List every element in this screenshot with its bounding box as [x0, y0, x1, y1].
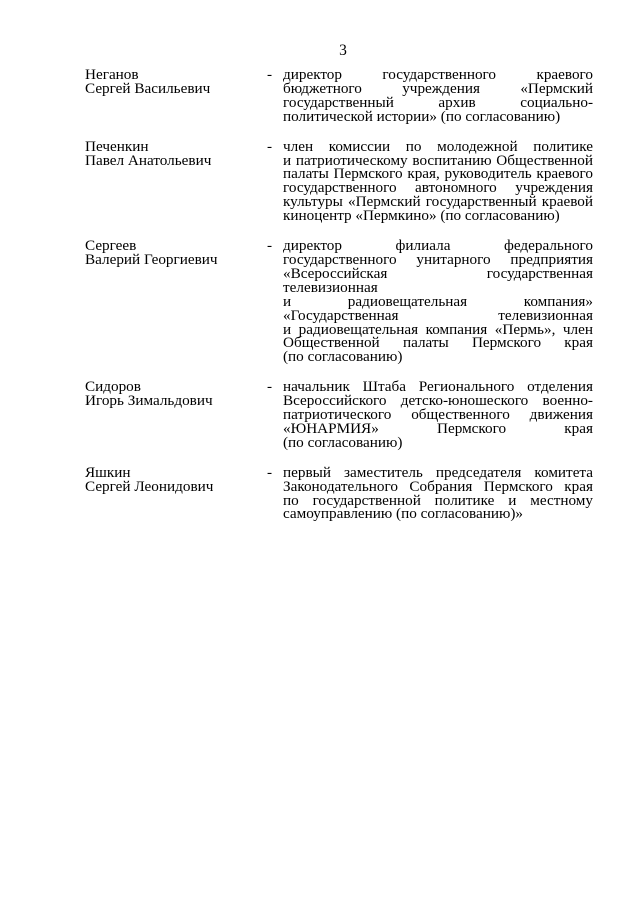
description-line: начальник Штаба Регионального отделения	[283, 378, 593, 396]
member-entry	[0, 463, 640, 523]
description-line: государственный архив социально-	[283, 93, 593, 111]
description-line: «Всероссийская государственная телевизионная	[283, 264, 593, 296]
description-line: член комиссии по молодежной политике	[283, 137, 593, 155]
member-surname: Печенкин	[85, 137, 149, 155]
description-line: и радиовещательная компания «Пермь», член	[283, 320, 593, 338]
member-description	[283, 239, 593, 364]
description-line: государственного унитарного предприятия	[283, 250, 593, 268]
member-description	[283, 380, 593, 450]
member-name	[85, 239, 255, 267]
description-line: Законодательного Собрания Пермского края	[283, 477, 593, 495]
dash-separator: -	[267, 378, 273, 396]
member-description	[283, 137, 593, 225]
dash-separator: -	[267, 66, 273, 83]
member-name	[85, 68, 255, 96]
member-given-name: Павел Анатольевич	[85, 151, 212, 169]
description-line: Всероссийского детско-юношеского военно-	[283, 392, 593, 410]
description-line: и радиовещательная компания»	[283, 292, 593, 310]
description-line: и патриотическому воспитанию Общественной	[283, 151, 593, 169]
description-line: самоуправлению (по согласованию)»	[283, 505, 524, 523]
member-entry	[0, 137, 640, 225]
description-line: первый заместитель председателя комитета	[283, 463, 593, 481]
member-surname: Сидоров	[85, 378, 141, 396]
dash-separator: -	[267, 237, 273, 255]
description-line: государственного автономного учреждения	[283, 179, 593, 197]
member-entry	[0, 68, 640, 124]
description-line: (по согласованию)	[283, 433, 403, 451]
member-surname: Неганов	[85, 66, 139, 83]
page-number: 3	[339, 42, 347, 59]
description-line: патриотического общественного движения	[283, 406, 593, 424]
member-name	[85, 463, 255, 495]
member-name	[85, 380, 255, 408]
description-line: культуры «Пермский государственный краевой	[283, 193, 593, 211]
description-line: «ЮНАРМИЯ» Пермского края	[283, 419, 593, 437]
description-line: по государственной политике и местному	[283, 491, 593, 509]
description-line: (по согласованию)	[283, 348, 403, 366]
member-given-name: Сергей Леонидович	[85, 477, 214, 495]
member-surname: Сергеев	[85, 237, 137, 255]
description-line: бюджетного учреждения «Пермский	[283, 79, 593, 97]
description-line: политической истории» (по согласованию)	[283, 107, 561, 125]
member-list	[0, 68, 640, 537]
dash-separator: -	[267, 463, 273, 481]
description-line: директор филиала федерального	[283, 237, 593, 255]
member-description	[283, 68, 593, 124]
member-entry	[0, 380, 640, 450]
description-line: «Государственная телевизионная	[283, 306, 593, 324]
description-line: палаты Пермского края, руководитель краевого	[283, 165, 593, 183]
dash-separator: -	[267, 137, 273, 155]
member-entry	[0, 239, 640, 364]
description-line: киноцентр «Пермкино» (по согласованию)	[283, 207, 560, 225]
member-given-name: Игорь Зимальдович	[85, 392, 213, 410]
member-name	[85, 137, 255, 169]
member-given-name: Сергей Васильевич	[85, 79, 211, 97]
description-line: директор государственного краевого	[283, 66, 593, 83]
member-description	[283, 463, 593, 523]
member-surname: Яшкин	[85, 463, 131, 481]
description-line: Общественной палаты Пермского края	[283, 334, 593, 352]
member-given-name: Валерий Георгиевич	[85, 250, 218, 268]
